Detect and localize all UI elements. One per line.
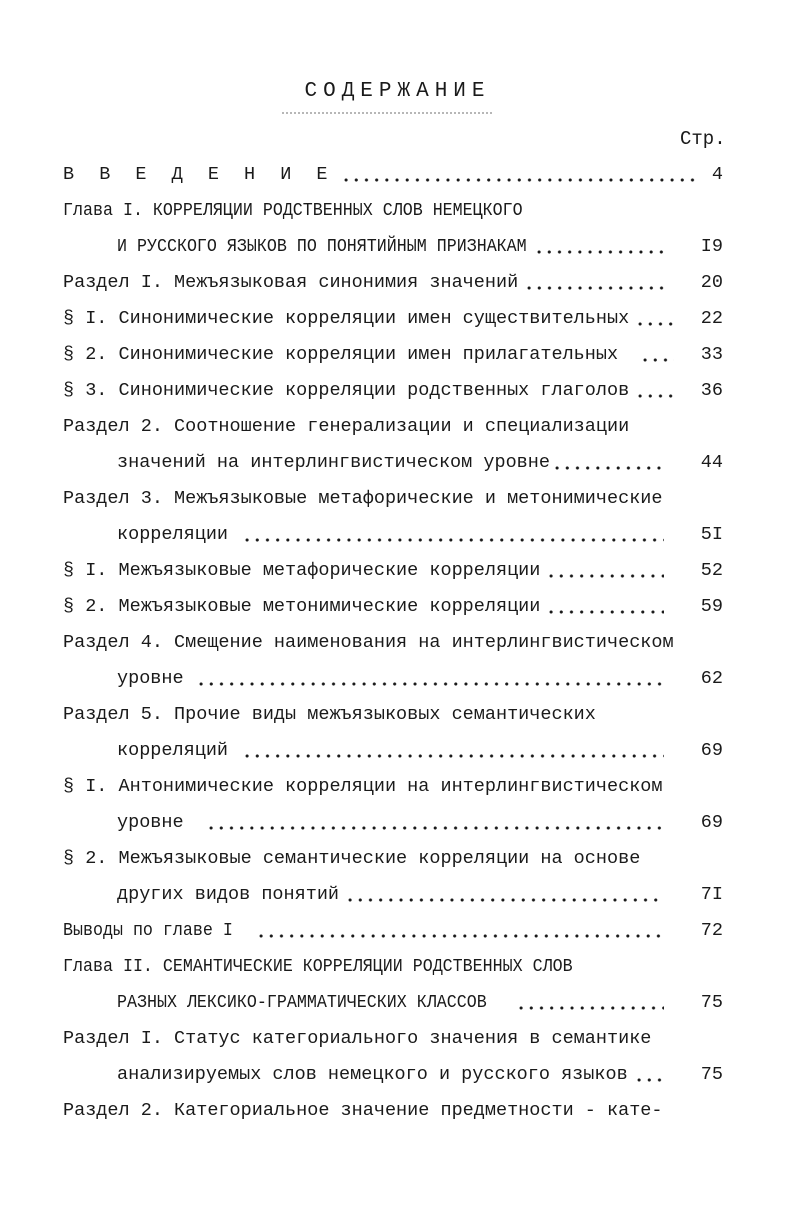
toc-page-number: 69 — [700, 812, 723, 833]
toc-entry — [117, 811, 670, 835]
section-heading — [63, 847, 640, 871]
toc-entry-text: корреляции — [117, 524, 229, 545]
toc-entry-text: Раздел 2. Соотношение генерализации и специализации — [63, 416, 630, 437]
toc-entry — [63, 307, 680, 331]
section-heading — [63, 1099, 663, 1123]
leader-dots — [534, 250, 664, 254]
toc-entry — [63, 919, 670, 943]
toc-entry-text: уровне — [117, 668, 184, 689]
toc-entry-text: Раздел 3. Межъязыковые метафорические и метонимические — [63, 488, 663, 509]
title-underline-dots — [282, 112, 492, 114]
toc-page-number: I9 — [700, 236, 723, 257]
leader-dots — [341, 178, 700, 182]
toc-entry-text: Раздел I. Межъязыковая синонимия значений — [63, 272, 519, 293]
leader-dots — [196, 682, 664, 686]
leader-dots — [242, 538, 664, 542]
toc-entry-text: Раздел 5. Прочие виды межъязыковых семантических — [63, 704, 596, 725]
toc-entry — [117, 667, 670, 691]
page-column-label: Стр. — [680, 128, 726, 150]
section-heading — [63, 703, 596, 727]
toc-entry-text: Глава I. КОРРЕЛЯЦИИ РОДСТВЕННЫХ СЛОВ НЕМЕЦКОГО — [63, 200, 523, 221]
chapter-heading — [63, 955, 629, 979]
leader-dots — [635, 394, 674, 398]
toc-entry-text: других видов понятий — [117, 884, 340, 905]
chapter-heading — [63, 199, 574, 223]
toc-entry — [117, 883, 670, 907]
toc-page-number: 36 — [700, 380, 723, 401]
leader-dots — [634, 1078, 664, 1082]
toc-page-number: 22 — [700, 308, 723, 329]
section-heading — [63, 775, 663, 799]
toc-entry-text: Раздел I. Статус категориального значения в семантике — [63, 1028, 652, 1049]
toc-page-number: 20 — [700, 272, 723, 293]
toc-entry-text: § 2. Межъязыковые метонимические корреляции — [63, 596, 541, 617]
toc-page-number: 33 — [700, 344, 723, 365]
page-title: СОДЕРЖАНИЕ — [304, 80, 491, 103]
section-heading — [63, 487, 663, 511]
toc-entry-text: Раздел 2. Категориальное значение предметности - кате- — [63, 1100, 663, 1121]
toc-entry-text: РАЗНЫХ ЛЕКСИКО-ГРАММАТИЧЕСКИХ КЛАССОВ — [117, 992, 487, 1013]
toc-entry — [117, 451, 670, 475]
toc-entry-text: Раздел 4. Смещение наименования на интерлингвистическом — [63, 632, 674, 653]
toc-entry-text: § 3. Синонимические корреляции родственных глаголов — [63, 380, 630, 401]
toc-entry — [117, 235, 670, 259]
toc-entry-text: уровне — [117, 812, 184, 833]
toc-entry — [117, 1063, 670, 1087]
leader-dots — [524, 286, 664, 290]
toc-entry-text: § I. Синонимические корреляции имен существительных — [63, 308, 630, 329]
toc-page-number: 62 — [700, 668, 723, 689]
leader-dots — [206, 826, 664, 830]
toc-page-number: 5I — [700, 524, 723, 545]
toc-page-number: 59 — [700, 596, 723, 617]
toc-entry — [63, 559, 670, 583]
toc-page-number: 72 — [700, 920, 723, 941]
section-heading — [63, 415, 629, 439]
toc-page-number: 75 — [700, 1064, 723, 1085]
toc-entry — [63, 595, 670, 619]
leader-dots — [256, 934, 664, 938]
toc-entry — [63, 343, 680, 367]
toc-entry-text: Выводы по главе I — [63, 920, 233, 941]
toc-entry-text: В В Е Д Е Н И Е — [63, 164, 335, 185]
toc-entry — [63, 271, 670, 295]
leader-dots — [635, 322, 674, 326]
toc-entry-text: Глава II. СЕМАНТИЧЕСКИЕ КОРРЕЛЯЦИИ РОДСТВЕННЫХ СЛОВ — [63, 956, 573, 977]
leader-dots — [516, 1006, 664, 1010]
toc-entry-text: И РУССКОГО ЯЗЫКОВ ПО ПОНЯТИЙНЫМ ПРИЗНАКАМ — [117, 236, 527, 257]
toc-entry-text: § 2. Синонимические корреляции имен прилагательных — [63, 344, 619, 365]
toc-entry-text: корреляций — [117, 740, 229, 761]
toc-entry-text: § I. Антонимические корреляции на интерлингвистическом — [63, 776, 663, 797]
section-heading — [63, 1027, 651, 1051]
toc-entry-text: анализируемых слов немецкого и русского языков — [117, 1064, 628, 1085]
toc-page-number: 52 — [700, 560, 723, 581]
leader-dots — [345, 898, 664, 902]
leader-dots — [546, 610, 664, 614]
leader-dots — [546, 574, 664, 578]
toc-entry — [117, 523, 670, 547]
section-heading — [63, 631, 674, 655]
toc-entry-text: § 2. Межъязыковые семантические корреляции на основе — [63, 848, 641, 869]
toc-entry — [117, 991, 670, 1015]
toc-page-number: 7I — [700, 884, 723, 905]
toc-entry — [117, 739, 670, 763]
toc-entry — [63, 379, 680, 403]
toc-page-number: 75 — [700, 992, 723, 1013]
toc-page-number: 69 — [700, 740, 723, 761]
toc-entry-text: значений на интерлингвистическом уровне — [117, 452, 550, 473]
toc-page-number: 44 — [700, 452, 723, 473]
leader-dots — [552, 466, 664, 470]
toc-page-number: 4 — [711, 164, 723, 185]
leader-dots — [242, 754, 664, 758]
toc-entry-text: § I. Межъязыковые метафорические корреляции — [63, 560, 541, 581]
toc-entry — [63, 163, 706, 187]
leader-dots — [640, 358, 674, 362]
